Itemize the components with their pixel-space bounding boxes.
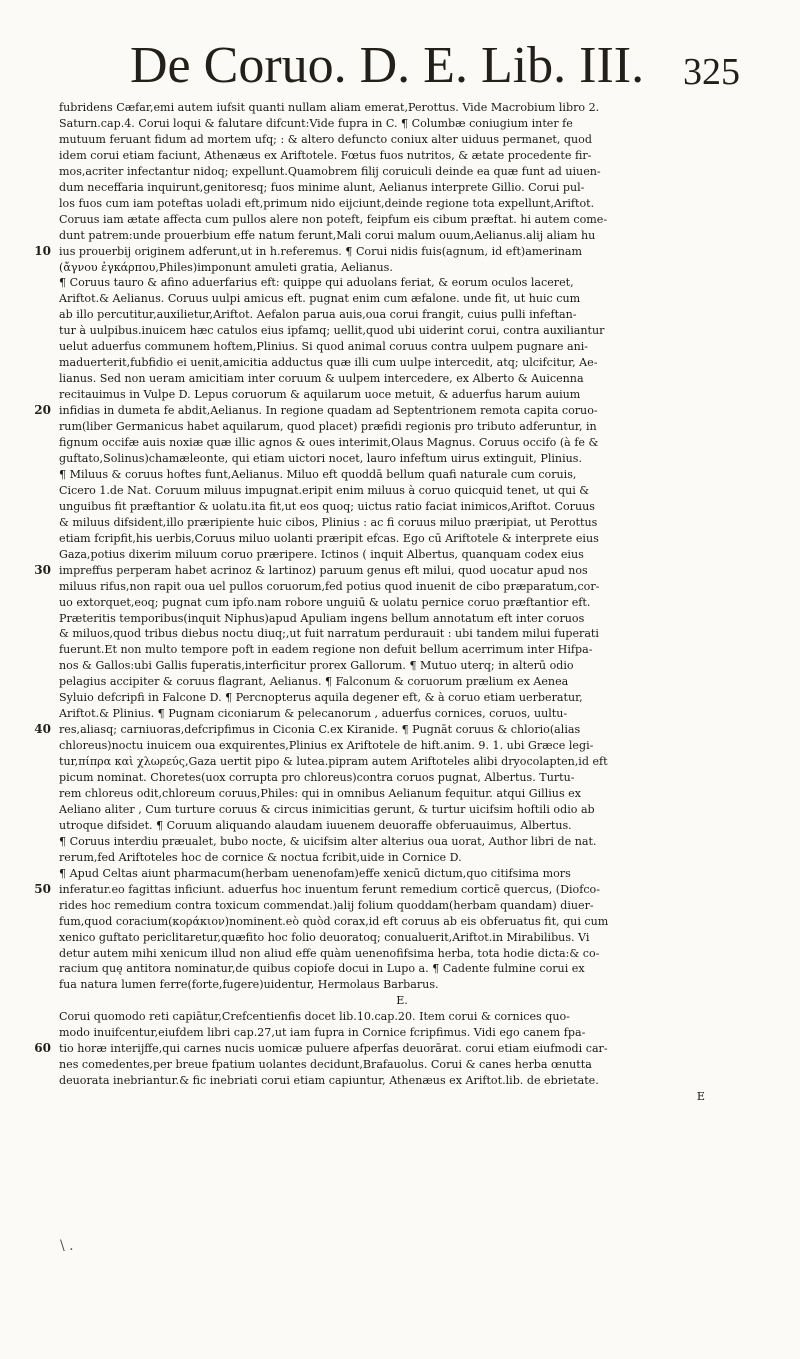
text-line — [59, 930, 745, 946]
text-line — [59, 483, 745, 499]
text-line-content: etiam fcripfit,his uerbis,Coruus miluo uolanti præripit efcas. Ego cū Ariftotele & interprete eius — [59, 531, 599, 545]
text-line-content: ¶ Apud Celtas aiunt pharmacum(herbam uenenofam)effe xenicū dictum,quo citifsima mors — [59, 866, 571, 880]
text-line-content: & miluos,quod tribus diebus noctu diuq;,ut fuit narratum perdurauit : ubi tandem milui fuperati — [59, 627, 599, 641]
text-line — [59, 260, 745, 276]
text-line-content: nes comedentes,per breue fpatium uolantes decidunt,Brafauolus. Corui & canes herba œnutta — [59, 1058, 592, 1072]
text-line — [59, 866, 745, 882]
text-line-content: dum neceffaria inquirunt,genitoresq; fuos minime alunt, Aelianus interprete Gillio. Corui pul- — [59, 180, 585, 194]
text-line — [59, 626, 745, 642]
text-line-content: ¶ Coruus interdiu præualet, bubo nocte, & uicifsim alter alterius oua uorat, Author libri de nat. — [59, 834, 597, 848]
text-line — [59, 993, 745, 1009]
text-line-content: tio horæ interijffe,qui carnes nucis uomicæ puluere afperfas deuorārat. corui etiam eiufmodi car- — [59, 1042, 608, 1056]
text-line — [59, 531, 745, 547]
text-line-content: ius prouerbij originem adferunt,ut in h.referemus. ¶ Corui nidis fuis(agnum, id eft)amerinam — [59, 244, 583, 258]
text-line — [59, 977, 745, 993]
text-line — [59, 642, 745, 658]
text-line-content: Ariftot.& Aelianus. Coruus uulpi amicus eft. pugnat enim cum æfalone. unde fit, ut huic cum — [59, 292, 581, 306]
text-line-content: E — [696, 1090, 705, 1104]
text-line-content: mos,acriter infectantur nidoq; expellunt.Quamobrem filij coruiculi deinde ea quæ funt ad uiuen- — [59, 164, 601, 178]
text-line-content: fignum occifæ auis noxiæ quæ illic agnos & oues interimit,Olaus Magnus. Coruus occifo (à fe & — [59, 436, 599, 450]
text-line — [59, 371, 745, 387]
text-line — [59, 275, 745, 291]
text-line — [59, 387, 745, 403]
text-line — [59, 212, 745, 228]
text-line — [59, 738, 745, 754]
text-line — [59, 834, 745, 850]
text-line-content: chloreus)noctu inuicem oua exquirentes,Plinius ex Ariftotele de hift.anim. 9. 1. ubi Græce legi- — [59, 739, 594, 753]
text-line-content: ¶ Coruus tauro & afino aduerfarius eft: quippe qui aduolans feriat, & eorum oculos laceret, — [59, 276, 574, 290]
text-line — [59, 754, 745, 770]
text-line-content: dunt patrem:unde prouerbium effe natum ferunt,Mali corui malum ouum,Aelianus.alij aliam hu — [59, 228, 596, 242]
text-line-content: fubridens Cæfar,emi autem iufsit quanti nullam aliam emerat,Perottus. Vide Macrobium libro 2. — [59, 101, 600, 114]
text-line-content: nos & Gallos:ubi Gallis fuperatis,interficitur prorex Gallorum. ¶ Mutuo uterq; in alterū odio — [59, 659, 574, 673]
text-line — [59, 1025, 745, 1041]
text-line — [34, 722, 745, 738]
text-line — [34, 881, 745, 898]
text-line — [59, 291, 745, 307]
text-line-content: guftato,Solinus)chamæleonte, qui etiam uictori nocet, lauro infeftum uirus extinguit, Plinius. — [59, 451, 582, 465]
text-line — [59, 307, 745, 323]
text-line-content: ab illo percutitur,auxilietur,Ariftot. Aefalon parua auis,oua corui frangit, cuius pulli infeftan- — [59, 308, 577, 322]
text-line — [59, 595, 745, 611]
text-line-content: fuerunt.Et non multo tempore poft in eadem regione non defuit bellum acerrimum inter Hifpa- — [59, 643, 593, 657]
margin-mark: \ . — [60, 1238, 74, 1254]
text-line-content: detur autem mihi xenicum illud non aliud effe quàm uenenofifsima herba, tota hodie dicta:& co- — [59, 946, 600, 960]
text-line — [59, 435, 745, 451]
text-line — [59, 499, 745, 515]
text-line — [59, 148, 745, 164]
text-line — [34, 403, 745, 419]
text-line-content: Coruus iam ætate affecta cum pullos alere non poteft, feipfum eis cibum præftat. hi autem come- — [59, 212, 608, 226]
text-line-content: tur,πίπρα καὶ χλωρεύς,Gaza uertit pipo & lutea.pipram autem Ariftoteles alibi dryocolapten,id eft — [59, 755, 608, 769]
text-line — [59, 1089, 745, 1105]
text-line — [59, 786, 745, 802]
text-line — [59, 850, 745, 866]
margin-line-number: 40 — [34, 722, 51, 737]
text-line — [59, 100, 745, 116]
text-line — [59, 1009, 745, 1025]
margin-line-number: 10 — [34, 243, 51, 258]
text-line-content: unguibus fit præftantior & uolatu.ita fit,ut eos quoq; uictus ratio faciat inimicos,Ariftot. Coruus — [59, 499, 595, 513]
text-line — [59, 706, 745, 722]
text-line — [59, 451, 745, 467]
page-header — [90, 36, 740, 96]
text-line-content: tur à uulpibus.inuicem hæc catulos eius ipfamq; uellit,quod ubi uiderint corui, contra auxiliantur — [59, 324, 605, 338]
margin-line-number: 20 — [34, 403, 51, 418]
running-title: De Coruo. D. E. Lib. III. — [130, 37, 645, 94]
text-line-content: mutuum feruant fidum ad mortem ufq; : & altero defuncto coniux alter uiduus permanet, quod — [59, 132, 592, 146]
text-line — [59, 116, 745, 132]
text-line — [34, 243, 745, 260]
text-line — [59, 323, 745, 339]
text-line — [59, 690, 745, 706]
text-line-content: rides hoc remedium contra toxicum commendat.)alij folium quoddam(herbam quandam) diuer- — [59, 898, 594, 912]
text-line — [59, 180, 745, 196]
text-line — [34, 1041, 745, 1057]
text-line — [59, 515, 745, 531]
text-line-content: deuorata inebriantur.& fic inebriati corui etiam capiuntur, Athenæus ex Ariftot.lib. de ebrietate. — [59, 1074, 599, 1088]
text-line — [59, 946, 745, 962]
text-line-content: miluus rifus,non rapit oua uel pullos coruorum,fed potius quod inuenit de cibo præparatum,cor- — [59, 579, 600, 593]
text-line-content: impreffus perperam habet acrinoz & lartinoz) paruum genus eft milui, quod uocatur apud nos — [59, 563, 588, 577]
text-line-content: xenico guftato periclitaretur,quæfito hoc folio deuoratoq; conualuerit,Ariftot.in Mirabilibus. Vi — [59, 930, 590, 944]
text-line — [59, 770, 745, 786]
text-line — [59, 658, 745, 674]
page-number: 325 — [683, 51, 740, 93]
text-line — [59, 132, 745, 148]
text-line — [59, 228, 745, 244]
text-line — [34, 562, 745, 579]
margin-line-number: 30 — [34, 562, 51, 577]
text-line — [59, 339, 745, 355]
text-line-content: infidias in dumeta fe abdit,Aelianus. In regione quadam ad Septentrionem remota capita coruo- — [59, 404, 598, 418]
text-line-content: utroque difsidet. ¶ Coruum aliquando alaudam iuuenem deuoraffe obferuauimus, Albertus. — [59, 818, 572, 832]
text-line — [59, 419, 745, 435]
text-line-content: fum,quod coracium(κοράκιον)nominent.eò quòd corax,id eft coruus ab eis obferuatus fit, qui cum — [59, 914, 609, 928]
text-line-content: E. — [396, 994, 408, 1008]
text-line-content: idem corui etiam faciunt, Athenæus ex Ariftotele. Fœtus fuos nutritos, & ætate procedente fir- — [59, 148, 592, 162]
text-line-content: ¶ Miluus & coruus hoftes funt,Aelianus. Miluo eft quoddā bellum quafi naturale cum coruis, — [59, 467, 577, 481]
text-line — [59, 961, 745, 977]
text-line — [59, 674, 745, 690]
text-line-content: Gaza,potius dixerim miluum coruo præripere. Ictinos ( inquit Albertus, quanquam codex eius — [59, 547, 584, 561]
margin-line-number: 50 — [34, 881, 51, 896]
text-line-content: modo inuifcentur,eiufdem libri cap.27,ut iam fupra in Cornice fcripfimus. Vidi ego canem fpa- — [59, 1026, 586, 1040]
text-line-content: los fuos cum iam poteftas uoladi eft,primum nido eijciunt,deinde regione tota expellunt,Ariftot. — [59, 196, 595, 210]
text-line-content: Syluio defcripfi in Falcone D. ¶ Percnopterus aquila degener eft, & à coruo etiam uerberatur, — [59, 691, 583, 705]
text-line-content: uelut aduerfus communem hoftem,Plinius. Si quod animal coruus contra uulpem pugnare ani- — [59, 340, 589, 354]
body-text — [34, 100, 745, 1105]
text-line — [59, 196, 745, 212]
text-line-content: res,aliasq; carniuoras,defcripfimus in Ciconia C.ex Kiranide. ¶ Pugnāt coruus & chlorio(alias — [59, 723, 581, 737]
text-line — [59, 818, 745, 834]
text-line — [59, 898, 745, 914]
text-line-content: fua natura lumen ferre(forte,fugere)uidentur, Hermolaus Barbarus. — [59, 978, 439, 992]
margin-line-number: 60 — [34, 1041, 51, 1056]
text-line — [59, 467, 745, 483]
text-line-content: inferatur.eo fagittas inficiunt. aduerfus hoc inuentum ferunt remedium corticē quercus, (Diofco- — [59, 882, 600, 896]
text-line-content: maduerterit,fubfidio ei uenit,amicitia adductus quæ illi cum uulpe intercedit, atq; ulcifcitur, Ae- — [59, 356, 598, 370]
text-line-content: racium quę antitora nominatur,de quibus copiofe docui in Lupo a. ¶ Cadente fulmine corui ex — [59, 962, 585, 976]
text-line — [59, 355, 745, 371]
text-line — [59, 1057, 745, 1073]
text-line-content: Corui quomodo reti capiātur,Crefcentienfis docet lib.10.cap.20. Item corui & cornices quo- — [59, 1010, 570, 1024]
text-line-content: Saturn.cap.4. Corui loqui & falutare difcunt:Vide fupra in C. ¶ Columbæ coniugium inter fe — [59, 116, 573, 130]
text-line-content: rerum,fed Ariftoteles hoc de cornice & noctua fcribit,uide in Cornice D. — [59, 850, 462, 864]
text-line — [59, 1073, 745, 1089]
text-line — [59, 164, 745, 180]
text-line — [59, 611, 745, 627]
text-line-content: rem chloreus odit,chloreum coruus,Philes: qui in omnibus Aelianum fequitur. atqui Gillius ex — [59, 786, 581, 800]
text-line-content: recitauimus in Vulpe D. Lepus coruorum & aquilarum uoce metuit, & aduerfus harum auium — [59, 388, 581, 402]
text-line-content: lianus. Sed non ueram amicitiam inter coruum & uulpem intercedere, ex Alberto & Auicenna — [59, 372, 584, 386]
text-line-content: Ariftot.& Plinius. ¶ Pugnam ciconiarum & pelecanorum , aduerfus cornices, coruos, uultu- — [59, 707, 568, 721]
text-line-content: Aeliano aliter , Cum turture coruus & circus inimicitias gerunt, & turtur uicifsim hoftili odio ab — [59, 802, 595, 816]
text-line — [59, 579, 745, 595]
text-line-content: (ἄγνου ἐγκάρπου,Philes)imponunt amuleti gratia, Aelianus. — [59, 260, 393, 274]
text-line-content: rum(liber Germanicus habet aquilarum, quod placet) præfidi regionis pro tributo adferuntur, in — [59, 420, 597, 434]
text-line-content: uo extorquet,eoq; pugnat cum ipfo.nam robore unguiū & uolatu pernice coruo præftantior eft. — [59, 595, 591, 609]
text-line — [59, 802, 745, 818]
text-line-content: Cicero 1.de Nat. Coruum miluus impugnat.eripit enim miluus à coruo quicquid tenet, ut qui & — [59, 483, 590, 497]
text-line-content: picum nominat. Choretes(uox corrupta pro chloreus)contra coruos pugnat, Albertus. Turtu- — [59, 771, 575, 785]
text-line-content: Præteritis temporibus(inquit Niphus)apud Apuliam ingens bellum annotatum eft inter coruos — [59, 611, 585, 625]
text-line-content: pelagius accipiter & coruus flagrant, Aelianus. ¶ Falconum & coruorum prælium ex Aenea — [59, 675, 569, 689]
text-line-content: & miluus difsident,illo præripiente huic cibos, Plinius : ac fi coruus miluo præripiat, ut Perottus — [59, 515, 598, 529]
text-line — [59, 547, 745, 563]
text-line — [59, 914, 745, 930]
